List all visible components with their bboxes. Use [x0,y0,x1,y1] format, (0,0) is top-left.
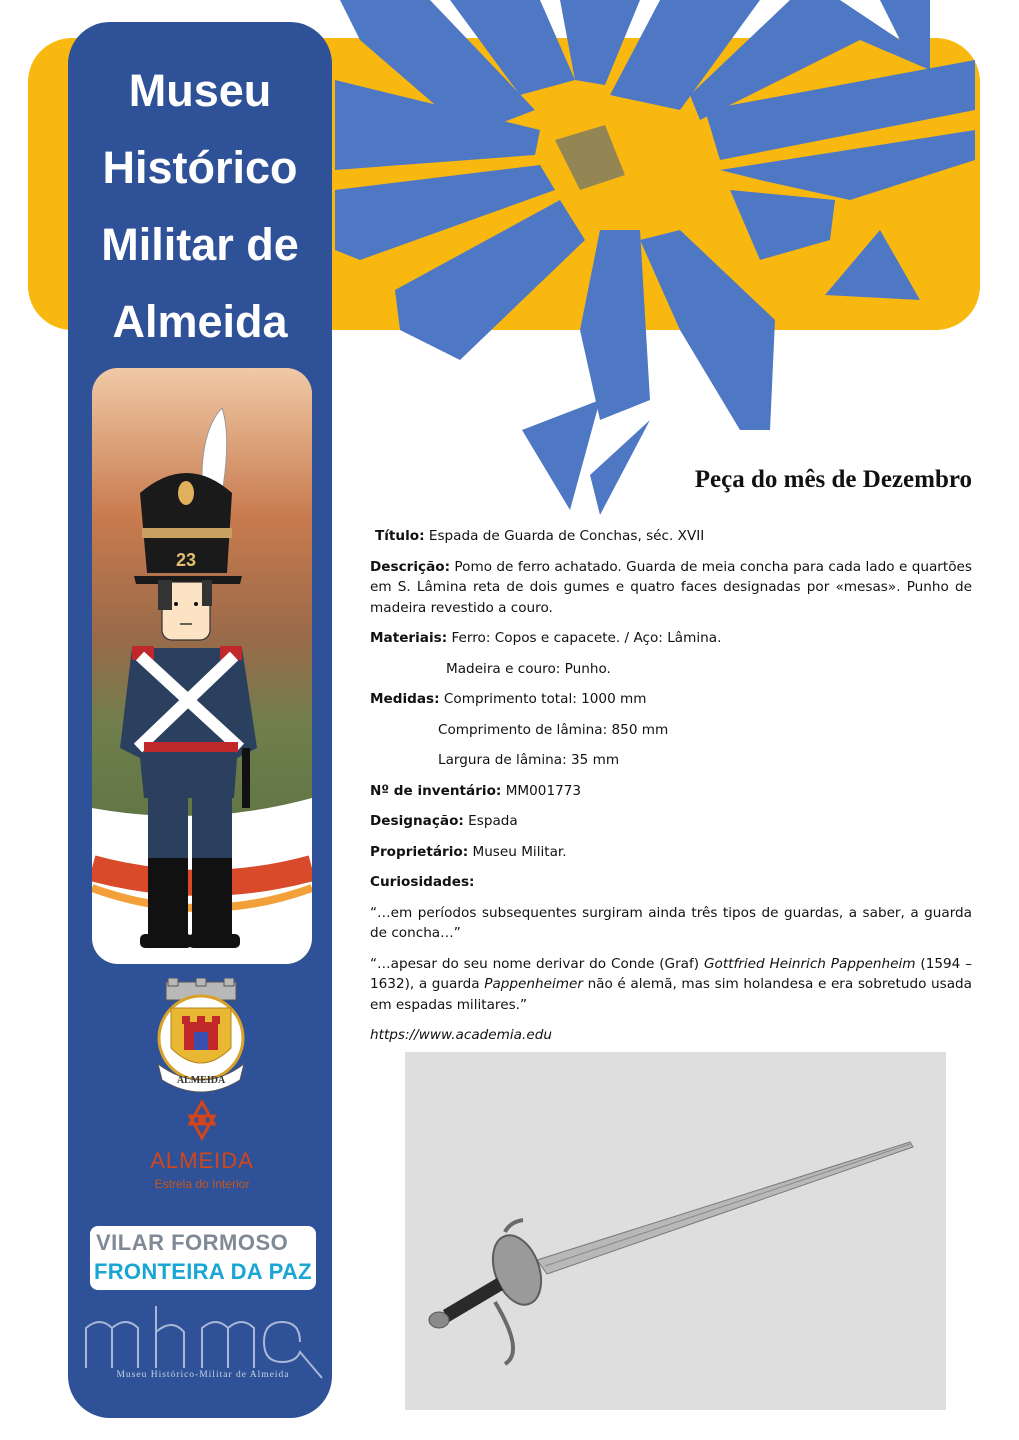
mhma-caption: Museu Histórico-Militar de Almeida [116,1370,290,1380]
vilar-formoso-line2: FRONTEIRA DA PAZ [94,1259,312,1284]
almeida-coat-of-arms [146,978,256,1094]
almeida-logo [136,1100,268,1200]
field-descricao [370,557,972,619]
almeida-logo-tagline: Estrela do Interior [154,1177,250,1191]
vilar-formoso-line1: VILAR FORMOSO [96,1230,289,1255]
field-materiais [370,628,972,649]
almeida-logo-word: ALMEIDA [150,1148,254,1173]
museum-title-line: Militar de [101,219,299,270]
museum-title-line: Histórico [102,142,298,193]
soldier-illustration [92,368,312,964]
museum-title-line: Museu [128,65,272,116]
field-value: Espada de Guarda de Conchas, séc. XVII [424,528,705,544]
field-value: Museu Militar. [468,843,567,860]
quote-text: não é alemã, mas sim holandesa e era sobretudo usada em espadas militares.” [370,976,972,1013]
sword-photo [405,1052,946,1410]
field-value: Pomo de ferro achatado. Guarda de meia concha para cada lado e quartões em S. Lâmina reta de dois gumes e quatro faces designadas por «mesas». Punho de madeira revestido a couro. [370,558,972,616]
field-medidas-line2: Comprimento de lâmina: 850 mm [438,721,669,738]
month-title: Peça do mês de Dezembro [694,466,972,493]
museum-title [68,52,332,360]
quote-text: (1594 – 1632), a guarda [370,955,972,992]
field-label: Curiosidades: [370,874,475,890]
field-curiosidades [370,872,972,893]
piece-details [370,526,972,1046]
field-proprietario [370,842,972,863]
crest-ribbon-text: ALMEIDA [176,1075,226,1086]
field-titulo [370,526,972,547]
vilar-formoso-logo [90,1226,316,1290]
quote-text: “…apesar do seu nome derivar do Conde (Graf) [370,955,704,972]
field-label: Medidas: [370,691,440,707]
field-value: Espada [463,813,518,829]
field-value: Ferro: Copos e capacete. / Aço: Lâmina. [447,630,722,646]
field-medidas [370,689,972,710]
field-label: Materiais: [370,630,448,646]
field-materiais-line2: Madeira e couro: Punho. [446,660,611,677]
curiosity-quote-1: “…em períodos subsequentes surgiram ainda três tipos de guardas, a saber, a guarda de concha…” [370,904,972,941]
quote-name: Gottfried Heinrich Pappenheim [703,955,916,972]
field-label: Designação: [370,813,464,829]
field-label: Nº de inventário: [370,782,502,799]
curiosity-quote-2 [370,954,972,1016]
museum-title-line: Almeida [112,296,288,347]
field-label: Descrição: [370,558,451,575]
field-inventario [370,781,972,802]
source-link[interactable]: https://www.academia.edu [370,1027,552,1043]
shako-number: 23 [175,550,197,570]
field-label: Título: [375,528,425,544]
field-label: Proprietário: [370,843,469,860]
field-medidas-line3: Largura de lâmina: 35 mm [438,752,620,768]
quote-term: Pappenheimer [484,976,583,992]
field-value: Comprimento total: 1000 mm [439,691,647,707]
field-designacao [370,811,972,832]
field-value: MM001773 [501,782,582,799]
